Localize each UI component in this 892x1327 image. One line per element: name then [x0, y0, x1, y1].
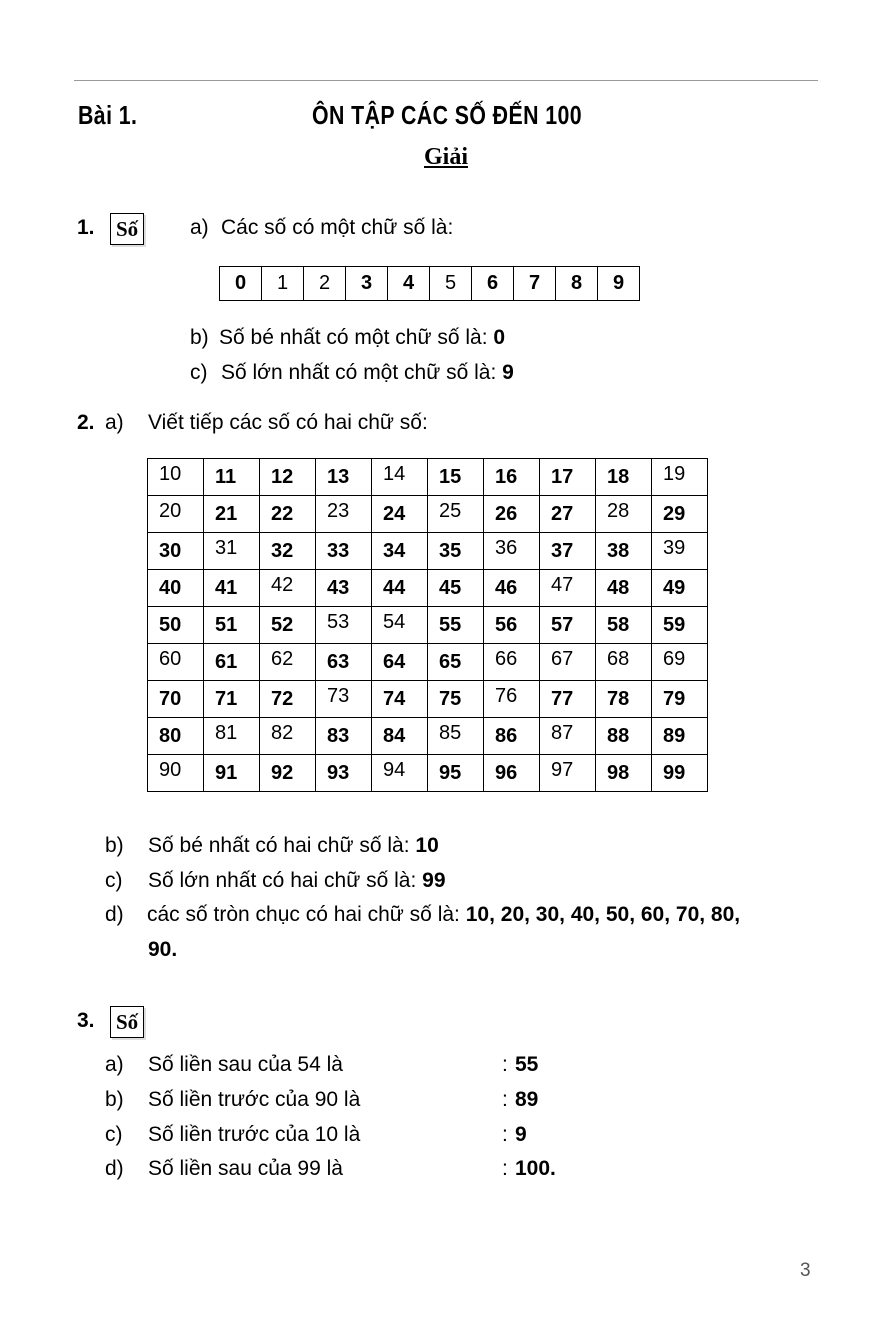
- grid-cell: 60: [148, 644, 204, 681]
- grid-cell: 79: [652, 681, 708, 718]
- ex1-b-line: [219, 326, 505, 350]
- grid-cell: 48: [596, 570, 652, 607]
- ex3-item-label: c): [105, 1123, 123, 1146]
- digit-cell: 8: [556, 267, 598, 301]
- digit-cell: 9: [598, 267, 640, 301]
- grid-cell: 51: [204, 607, 260, 644]
- grid-cell: 34: [372, 533, 428, 570]
- grid-cell: 76: [484, 681, 540, 718]
- grid-row: [148, 570, 708, 607]
- grid-cell: 93: [316, 755, 372, 792]
- grid-row: [148, 755, 708, 792]
- digit-cell: 0: [220, 267, 262, 301]
- grid-cell: 26: [484, 496, 540, 533]
- grid-row: [148, 681, 708, 718]
- ex1-c-answer: 9: [502, 361, 514, 384]
- grid-cell: 15: [428, 459, 484, 496]
- grid-cell: 30: [148, 533, 204, 570]
- ex2-a-label: a): [105, 411, 124, 434]
- ex2-b-answer: 10: [415, 834, 439, 857]
- grid-cell: 68: [596, 644, 652, 681]
- ex3-item-answer: 89: [515, 1088, 539, 1111]
- ex3-item-answer: 55: [515, 1053, 539, 1076]
- grid-cell: 71: [204, 681, 260, 718]
- digit-cell: 6: [472, 267, 514, 301]
- grid-cell: 58: [596, 607, 652, 644]
- grid-cell: 10: [148, 459, 204, 496]
- grid-cell: 29: [652, 496, 708, 533]
- ex1-number: 1.: [77, 216, 95, 239]
- lesson-label: Bài 1.: [78, 100, 138, 130]
- grid-cell: 14: [372, 459, 428, 496]
- grid-cell: 37: [540, 533, 596, 570]
- ex3-item-text: Số liền trước của 90 là: [148, 1088, 361, 1111]
- grid-cell: 66: [484, 644, 540, 681]
- ex2-c-text: Số lớn nhất có hai chữ số là:: [148, 869, 417, 892]
- ex3-item-label: b): [105, 1088, 124, 1111]
- grid-cell: 85: [428, 718, 484, 755]
- grid-cell: 99: [652, 755, 708, 792]
- grid-cell: 95: [428, 755, 484, 792]
- ex2-d-label: d): [105, 903, 124, 926]
- grid-cell: 72: [260, 681, 316, 718]
- grid-cell: 21: [204, 496, 260, 533]
- grid-cell: 35: [428, 533, 484, 570]
- grid-cell: 55: [428, 607, 484, 644]
- grid-cell: 52: [260, 607, 316, 644]
- ex2-c-label: c): [105, 869, 123, 892]
- grid-cell: 82: [260, 718, 316, 755]
- ex3-item-colon: :: [502, 1123, 508, 1146]
- grid-cell: 64: [372, 644, 428, 681]
- grid-cell: 62: [260, 644, 316, 681]
- ex2-d-answer: 10, 20, 30, 40, 50, 60, 70, 80,: [465, 903, 741, 926]
- grid-cell: 41: [204, 570, 260, 607]
- grid-cell: 96: [484, 755, 540, 792]
- grid-row: [148, 459, 708, 496]
- grid-cell: 42: [260, 570, 316, 607]
- grid-cell: 86: [484, 718, 540, 755]
- grid-cell: 88: [596, 718, 652, 755]
- ex2-d-text: các số tròn chục có hai chữ số là:: [147, 903, 460, 926]
- ex2-number: 2.: [77, 411, 95, 434]
- digit-cell: 5: [430, 267, 472, 301]
- grid-cell: 83: [316, 718, 372, 755]
- grid-cell: 13: [316, 459, 372, 496]
- grid-cell: 47: [540, 570, 596, 607]
- ex3-item-text: Số liền trước của 10 là: [148, 1123, 361, 1146]
- grid-cell: 18: [596, 459, 652, 496]
- digit-cell: 3: [346, 267, 388, 301]
- grid-cell: 84: [372, 718, 428, 755]
- grid-row: [148, 644, 708, 681]
- grid-cell: 44: [372, 570, 428, 607]
- grid-cell: 16: [484, 459, 540, 496]
- grid-cell: 32: [260, 533, 316, 570]
- grid-cell: 19: [652, 459, 708, 496]
- ex1-a-label: a): [190, 216, 209, 239]
- grid-cell: 81: [204, 718, 260, 755]
- ex2-d-line: [147, 903, 740, 927]
- digit-cell: 2: [304, 267, 346, 301]
- grid-cell: 12: [260, 459, 316, 496]
- grid-cell: 25: [428, 496, 484, 533]
- ex2-c-line: [148, 869, 446, 893]
- grid-cell: 80: [148, 718, 204, 755]
- grid-cell: 94: [372, 755, 428, 792]
- page-number: 3: [800, 1260, 811, 1281]
- grid-cell: 49: [652, 570, 708, 607]
- ex2-d-answer-cont: 90.: [148, 938, 178, 961]
- ex3-item-answer: 9: [515, 1123, 527, 1146]
- ex1-c-text: Số lớn nhất có một chữ số là:: [221, 361, 497, 384]
- ex3-item-text: Số liền sau của 99 là: [148, 1157, 343, 1180]
- header-rule: [74, 80, 818, 81]
- grid-cell: 45: [428, 570, 484, 607]
- page-title: ÔN TẬP CÁC SỐ ĐẾN 100: [312, 100, 583, 130]
- grid-cell: 56: [484, 607, 540, 644]
- solution-heading: Giải: [423, 144, 468, 170]
- grid-cell: 63: [316, 644, 372, 681]
- grid-row: [148, 533, 708, 570]
- grid-row: [148, 496, 708, 533]
- grid-cell: 28: [596, 496, 652, 533]
- digit-cell: 4: [388, 267, 430, 301]
- ex1-c-label: c): [190, 361, 208, 384]
- grid-cell: 97: [540, 755, 596, 792]
- grid-row: [148, 607, 708, 644]
- ex2-c-answer: 99: [422, 869, 446, 892]
- grid-row: [148, 718, 708, 755]
- grid-cell: 91: [204, 755, 260, 792]
- grid-cell: 22: [260, 496, 316, 533]
- grid-cell: 31: [204, 533, 260, 570]
- grid-cell: 39: [652, 533, 708, 570]
- grid-cell: 89: [652, 718, 708, 755]
- grid-cell: 77: [540, 681, 596, 718]
- ex1-so-box: Số: [110, 213, 144, 245]
- ex1-b-text: Số bé nhất có một chữ số là:: [219, 326, 488, 349]
- ex3-item-colon: :: [502, 1053, 508, 1076]
- ex3-item-answer: 100.: [515, 1157, 556, 1180]
- grid-cell: 27: [540, 496, 596, 533]
- grid-cell: 17: [540, 459, 596, 496]
- grid-cell: 65: [428, 644, 484, 681]
- ex3-item-text: Số liền sau của 54 là: [148, 1053, 343, 1076]
- ex1-b-label: b): [190, 326, 209, 349]
- grid-cell: 24: [372, 496, 428, 533]
- grid-cell: 53: [316, 607, 372, 644]
- grid-cell: 50: [148, 607, 204, 644]
- ex3-item-label: a): [105, 1053, 124, 1076]
- grid-cell: 78: [596, 681, 652, 718]
- grid-cell: 74: [372, 681, 428, 718]
- digit-cell: 7: [514, 267, 556, 301]
- grid-cell: 33: [316, 533, 372, 570]
- grid-cell: 20: [148, 496, 204, 533]
- grid-cell: 11: [204, 459, 260, 496]
- grid-cell: 70: [148, 681, 204, 718]
- grid-cell: 67: [540, 644, 596, 681]
- ex3-item-colon: :: [502, 1157, 508, 1180]
- grid-cell: 69: [652, 644, 708, 681]
- ex3-item-label: d): [105, 1157, 124, 1180]
- grid-cell: 46: [484, 570, 540, 607]
- grid-cell: 59: [652, 607, 708, 644]
- single-digit-table: [219, 266, 640, 301]
- two-digit-table: [147, 458, 708, 792]
- single-digit-row: [220, 267, 640, 301]
- grid-cell: 61: [204, 644, 260, 681]
- grid-cell: 38: [596, 533, 652, 570]
- grid-cell: 98: [596, 755, 652, 792]
- ex1-b-answer: 0: [493, 326, 506, 349]
- ex2-b-line: [148, 834, 439, 858]
- grid-cell: 92: [260, 755, 316, 792]
- grid-cell: 75: [428, 681, 484, 718]
- ex2-a-text: Viết tiếp các số có hai chữ số:: [148, 411, 428, 434]
- grid-cell: 73: [316, 681, 372, 718]
- grid-cell: 90: [148, 755, 204, 792]
- grid-cell: 54: [372, 607, 428, 644]
- grid-cell: 87: [540, 718, 596, 755]
- ex1-c-line: [221, 361, 514, 385]
- ex1-a-text: Các số có một chữ số là:: [221, 216, 454, 239]
- ex3-item-colon: :: [502, 1088, 508, 1111]
- ex3-number: 3.: [77, 1009, 95, 1032]
- grid-cell: 40: [148, 570, 204, 607]
- ex3-so-box: Số: [110, 1006, 144, 1038]
- grid-cell: 23: [316, 496, 372, 533]
- grid-cell: 43: [316, 570, 372, 607]
- grid-cell: 57: [540, 607, 596, 644]
- grid-cell: 36: [484, 533, 540, 570]
- ex2-b-text: Số bé nhất có hai chữ số là:: [148, 834, 410, 857]
- digit-cell: 1: [262, 267, 304, 301]
- ex2-b-label: b): [105, 834, 124, 857]
